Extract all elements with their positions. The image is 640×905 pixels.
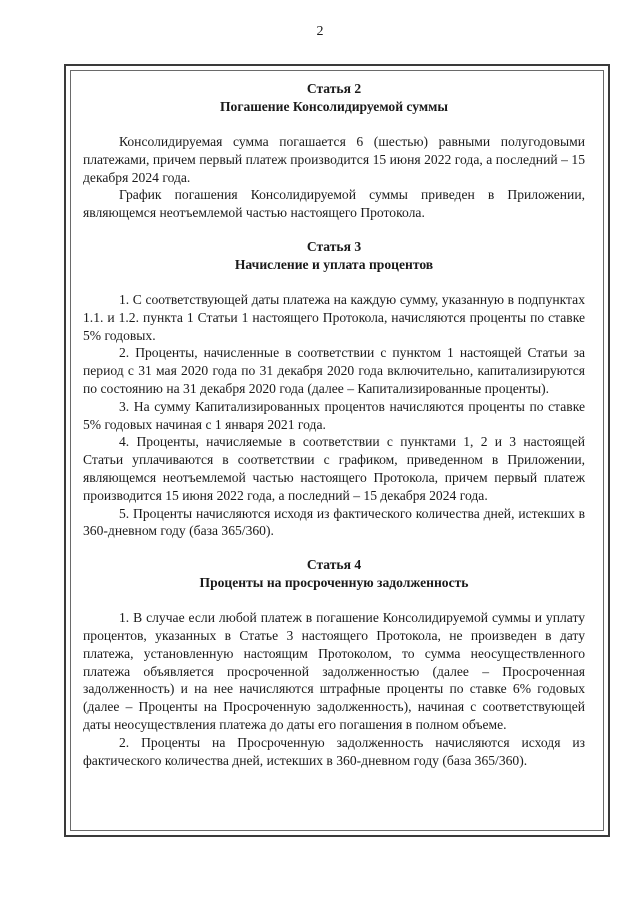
paragraph: 2. Проценты, начисленные в соответствии с пунктом 1 настоящей Статьи за период с 31 мая 2020 года по 31 декабря 2020 года включительно, капитализируются по состоянию на 31 декабря 2020 года (далее – Капитализированные проценты). [83,345,585,396]
article-title: Статья 4 [306,557,362,573]
paragraph: График погашения Консолидируемой суммы приведен в Приложении, являющемся неотъемлемой частью настоящего Протокола. [83,187,585,221]
paragraph: 2. Проценты на Просроченную задолженность начисляются исходя из фактического количества дней, истекших в 360-дневном году (база 365/360). [83,734,585,768]
document-body [83,80,585,769]
paragraph: Консолидируемая сумма погашается 6 (шестью) равными полугодовыми платежами, причем первый платеж производится 15 июня 2022 года, а последний – 15 декабря 2024 года. [83,134,585,185]
article-subtitle: Начисление и уплата процентов [234,256,434,272]
article-4 [83,556,585,769]
paragraph: 3. На сумму Капитализированных процентов начисляются проценты по ставке 5% годовых начиная с 1 января 2021 года. [83,398,585,432]
article-subtitle: Погашение Консолидируемой суммы [219,99,449,114]
article-2 [83,80,585,222]
paragraph: 4. Проценты, начисляемые в соответствии с пунктами 1, 2 и 3 настоящей Статьи уплачиваются в соответствии с графиком, приведенном в Приложении, являющемся неотъемлемой частью настоящего Протокола, причем первый платеж производится 15 июня 2022 года, а последний – 15 декабря 2024 года. [83,434,585,503]
article-3 [83,238,585,540]
paragraph: 5. Проценты начисляются исходя из фактического количества дней, истекших в 360-дневном году (база 365/360). [83,505,585,539]
paragraph: 1. С соответствующей даты платежа на каждую сумму, указанную в подпунктах 1.1. и 1.2. пункта 1 Статьи 1 настоящего Протокола, начисляются проценты по ставке 5% годовых. [83,291,585,343]
article-title: Статья 2 [306,81,362,96]
page-number: 2 [316,24,324,39]
article-subtitle: Проценты на просроченную задолженность [199,575,469,591]
paragraph: 1. В случае если любой платеж в погашение Консолидируемой суммы и уплату процентов, указанных в Статье 3 настоящего Протокола, не произведен в дату платежа, установленную настоящим Протоколом, то сумма неосуществленного платежа объявляется просроченной задолженностью (далее – Просроченная задолженность) и на нее начисляются штрафные проценты по ставке 6% годовых (далее – Проценты на Просроченную задолженность), начиная с соответствующей даты неосуществления платежа до даты его погашения в полном объеме. [83,610,585,732]
article-title: Статья 3 [306,238,362,254]
